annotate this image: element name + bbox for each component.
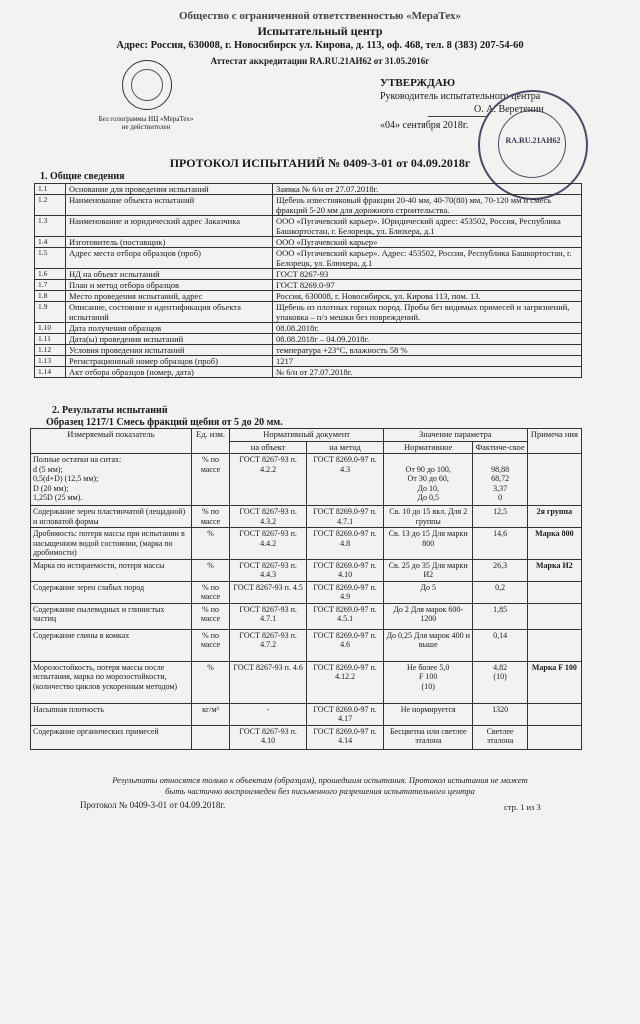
row-value: 1217 (273, 356, 582, 367)
row-number: 1.4 (35, 237, 66, 248)
row-value: ООО «Пугачевский карьер». Юридический адрес: 453502, Россия, Республика Башкортостан, г. Белорецк, ул. Блюхера, д.1 (273, 216, 582, 237)
general-row (35, 248, 582, 269)
center-name: Испытательный центр (257, 24, 383, 38)
result-unit: % (191, 528, 229, 560)
result-act: Светлее эталона (473, 725, 527, 749)
row-label: Регистрационный номер образцов (проб) (66, 356, 273, 367)
result-obj: ГОСТ 8267-93 п. 4.7.1 (230, 603, 307, 629)
result-unit: % по массе (191, 454, 229, 506)
result-row (31, 661, 582, 703)
row-label: НД на объект испытаний (66, 269, 273, 280)
result-act: 1,85 (473, 603, 527, 629)
result-row (31, 629, 582, 661)
result-act: 1320 (473, 703, 527, 725)
sample-title: Образец 1217/1 Смесь фракций щебня от 5 до 20 мм. (46, 417, 283, 428)
row-value: Заявка № 6/н от 27.07.2018г. (273, 184, 582, 195)
general-row (35, 323, 582, 334)
logo-note: Без голограммы НЦ «МераТех» не действителен (98, 115, 194, 131)
result-act: 98,88 68,72 3,37 0 (473, 454, 527, 506)
approval-position: Руководитель испытательного центра (380, 91, 541, 102)
result-unit: кг/м³ (191, 703, 229, 725)
row-label: Изготовитель (поставщик) (66, 237, 273, 248)
result-unit: % по массе (191, 603, 229, 629)
result-note (527, 603, 581, 629)
result-meth: ГОСТ 8269.0-97 п. 4.9 (307, 581, 384, 603)
result-obj: ГОСТ 8267-93 п. 4.3.2 (230, 506, 307, 528)
org-address: Адрес: Россия, 630008, г. Новосибирск ул. Кирова, д. 113, оф. 468, тел. 8 (383) 207-54-60 (116, 40, 524, 51)
section-results-title: 2. Результаты испытаний (52, 405, 168, 416)
result-act: 12,5 (473, 506, 527, 528)
row-label: Основание для проведения испытаний (66, 184, 273, 195)
row-value: Щебень из плотных горных пород. Пробы без видимых примесей и загрязнений, упаковка – п/э мешки без повреждений. (273, 302, 582, 323)
result-param: Содержание глины в комках (31, 629, 192, 661)
section-general-title: 1. Общие сведения (40, 171, 125, 182)
result-meth: ГОСТ 8269.0-97 п. 4.14 (307, 725, 384, 749)
result-note: 2я группа (527, 506, 581, 528)
result-param: Содержание зерен пластинчатой (лещадной) и игловатой формы (31, 506, 192, 528)
row-number: 1.2 (35, 195, 66, 216)
row-number: 1.5 (35, 248, 66, 269)
row-value: ООО «Пугачевский карьер». Адрес: 453502, Россия, Республика Башкортостан, г. Белорецк, ул. Блюхера, д.1 (273, 248, 582, 269)
col-param: Измеряемый показатель (31, 429, 192, 454)
row-value: Щебень известняковый фракции 20-40 мм, 40-70(80) мм, 70-120 мм и смесь фракций 5-20 мм для дорожного строительства. (273, 195, 582, 216)
row-label: Место проведения испытаний, адрес (66, 291, 273, 302)
result-note (527, 725, 581, 749)
result-norm: Св. 13 до 15 Для марки 800 (384, 528, 473, 560)
result-row (31, 506, 582, 528)
row-number: 1.12 (35, 345, 66, 356)
general-row (35, 356, 582, 367)
result-param: Насыпная плотность (31, 703, 192, 725)
result-unit: % по массе (191, 506, 229, 528)
result-unit (191, 725, 229, 749)
row-number: 1.9 (35, 302, 66, 323)
result-note: Марка И2 (527, 559, 581, 581)
result-param: Морозостойкость, потеря массы после испытания, марка по морозостойкости, (количество циклов ускоренным методом) (31, 661, 192, 703)
row-value: Россия, 630008, г. Новосибирск, ул. Кирова 113, пом. 13. (273, 291, 582, 302)
row-number: 1.11 (35, 334, 66, 345)
result-norm: Не более 5,0 F 100 (10) (384, 661, 473, 703)
row-number: 1.7 (35, 280, 66, 291)
stamp-text: RA.RU.21АИ62 (505, 136, 561, 145)
result-act: 0,2 (473, 581, 527, 603)
col-note: Примеча ния (527, 429, 581, 454)
row-number: 1.3 (35, 216, 66, 237)
result-meth: ГОСТ 8269.0-97 п. 4.6 (307, 629, 384, 661)
company-logo (122, 60, 172, 110)
row-value: ГОСТ 8267-93 (273, 269, 582, 280)
col-norm: Нормативное (384, 441, 473, 454)
result-norm: От 90 до 100, От 30 до 60, До 10, До 0,5 (384, 454, 473, 506)
row-number: 1.13 (35, 356, 66, 367)
row-number: 1.1 (35, 184, 66, 195)
col-unit: Ед. изм. (191, 429, 229, 454)
row-label: Адрес места отбора образцов (проб) (66, 248, 273, 269)
approval-name: О. А. Веретенин (474, 104, 544, 115)
result-norm: Не нормируется (384, 703, 473, 725)
col-value: Значение параметра (384, 429, 528, 442)
result-meth: ГОСТ 8269.0-97 п. 4.12.2 (307, 661, 384, 703)
result-row (31, 581, 582, 603)
general-row (35, 291, 582, 302)
approval-title: УТВЕРЖДАЮ (380, 77, 456, 89)
col-object: на объект (230, 441, 307, 454)
result-row (31, 725, 582, 749)
general-row (35, 367, 582, 378)
result-param: Содержание пылевидных и глинистых частиц (31, 603, 192, 629)
result-note: Марка F 100 (527, 661, 581, 703)
row-number: 1.6 (35, 269, 66, 280)
result-obj: ГОСТ 8267-93 п. 4.10 (230, 725, 307, 749)
result-meth: ГОСТ 8269.0-97 п. 4.7.1 (307, 506, 384, 528)
protocol-title: ПРОТОКОЛ ИСПЫТАНИЙ № 0409-3-01 от 04.09.2018г (169, 156, 471, 170)
result-param: Содержание зерен слабых пород (31, 581, 192, 603)
general-row (35, 302, 582, 323)
general-row (35, 184, 582, 195)
row-label: Описание, состояние и идентификация объекта испытаний (66, 302, 273, 323)
general-row (35, 269, 582, 280)
result-row (31, 454, 582, 506)
general-info-table (34, 183, 582, 378)
result-norm: Св. 25 до 35 Для марки И2 (384, 559, 473, 581)
result-row (31, 603, 582, 629)
result-act: 4,82 (10) (473, 661, 527, 703)
result-param: Дробимость: потеря массы при испытании в насыщенном водой состоянии, (марка по дробимости) (31, 528, 192, 560)
result-note (527, 581, 581, 603)
row-label: Акт отбора образцов (номер, дата) (66, 367, 273, 378)
row-value: 08.08.2018г – 04.09.2018г. (273, 334, 582, 345)
general-row (35, 345, 582, 356)
result-act: 26,3 (473, 559, 527, 581)
col-method: на метод (307, 441, 384, 454)
result-meth: ГОСТ 8269.0-97 п. 4.5.1 (307, 603, 384, 629)
result-row (31, 528, 582, 560)
result-unit: % по массе (191, 581, 229, 603)
result-obj: ГОСТ 8267-93 п. 4.6 (230, 661, 307, 703)
col-normdoc: Нормативный документ (230, 429, 384, 442)
row-label: План и метод отбора образцов (66, 280, 273, 291)
row-label: Дата получения образцов (66, 323, 273, 334)
general-row (35, 280, 582, 291)
result-act: 0,14 (473, 629, 527, 661)
row-value: температура +23°С, влажность 58 % (273, 345, 582, 356)
row-value: 08.08.2018г. (273, 323, 582, 334)
row-label: Наименование объекта испытаний (66, 195, 273, 216)
result-row (31, 559, 582, 581)
row-value: № 6/н от 27.07.2018г. (273, 367, 582, 378)
protocol-ref: Протокол № 0409-3-01 от 04.09.2018г. (80, 800, 226, 810)
result-norm: Бесцветна или светлее эталона (384, 725, 473, 749)
result-param: Содержание органических примесей (31, 725, 192, 749)
general-row (35, 195, 582, 216)
result-note: Марка 800 (527, 528, 581, 560)
result-obj: ГОСТ 8267-93 п. 4.5 (230, 581, 307, 603)
result-norm: Св. 10 до 15 вкл. Для 2 группы (384, 506, 473, 528)
row-label: Наименование и юридический адрес Заказчика (66, 216, 273, 237)
disclaimer: Результаты относятся только к объектам (образцам), прошедшим испытания. Протокол испытания не может быть частично воспроизведен без письменного разрешения испытательного центра (112, 775, 528, 796)
result-note (527, 703, 581, 725)
result-act: 14,6 (473, 528, 527, 560)
result-norm: До 2 Для марок 600-1200 (384, 603, 473, 629)
result-obj: ГОСТ 8267-93 п. 4.4.3 (230, 559, 307, 581)
result-note (527, 629, 581, 661)
general-row (35, 334, 582, 345)
row-number: 1.14 (35, 367, 66, 378)
result-note (527, 454, 581, 506)
row-label: Дата(ы) проведения испытаний (66, 334, 273, 345)
col-actual: Фактиче-ское (473, 441, 527, 454)
result-unit: % (191, 661, 229, 703)
result-obj: ГОСТ 8267-93 п. 4.7.2 (230, 629, 307, 661)
general-row (35, 237, 582, 248)
result-norm: До 5 (384, 581, 473, 603)
row-value: ООО «Пугачевский карьер» (273, 237, 582, 248)
row-label: Условия проведения испытаний (66, 345, 273, 356)
result-obj: - (230, 703, 307, 725)
result-param: Марка по истираемости, потеря массы (31, 559, 192, 581)
result-unit: % по массе (191, 629, 229, 661)
page-number: стр. 1 из 3 (504, 802, 541, 812)
result-meth: ГОСТ 8269.0-97 п. 4.10 (307, 559, 384, 581)
result-row (31, 703, 582, 725)
results-table (30, 428, 582, 750)
row-number: 1.10 (35, 323, 66, 334)
row-value: ГОСТ 8269.0-97 (273, 280, 582, 291)
result-meth: ГОСТ 8269.0-97 п. 4.3 (307, 454, 384, 506)
accreditation: Аттестат аккредитации RA.RU.21АИ62 от 31.05.2016г (210, 56, 430, 66)
result-obj: ГОСТ 8267-93 п. 4.2.2 (230, 454, 307, 506)
result-obj: ГОСТ 8267-93 п. 4.4.2 (230, 528, 307, 560)
row-number: 1.8 (35, 291, 66, 302)
general-row (35, 216, 582, 237)
result-meth: ГОСТ 8269.0-97 п. 4.17 (307, 703, 384, 725)
org-name: Общество с ограниченной ответственностью «МераТех» (178, 10, 461, 22)
result-meth: ГОСТ 8269.0-97 п. 4.8 (307, 528, 384, 560)
result-param: Полные остатки на ситах: d (5 мм); 0,5(d+D) (12,5 мм); D (20 мм); 1,25D (25 мм). (31, 454, 192, 506)
result-unit: % (191, 559, 229, 581)
approval-date: «04» сентября 2018г. (380, 120, 469, 131)
result-norm: До 0,25 Для марок 400 и выше (384, 629, 473, 661)
